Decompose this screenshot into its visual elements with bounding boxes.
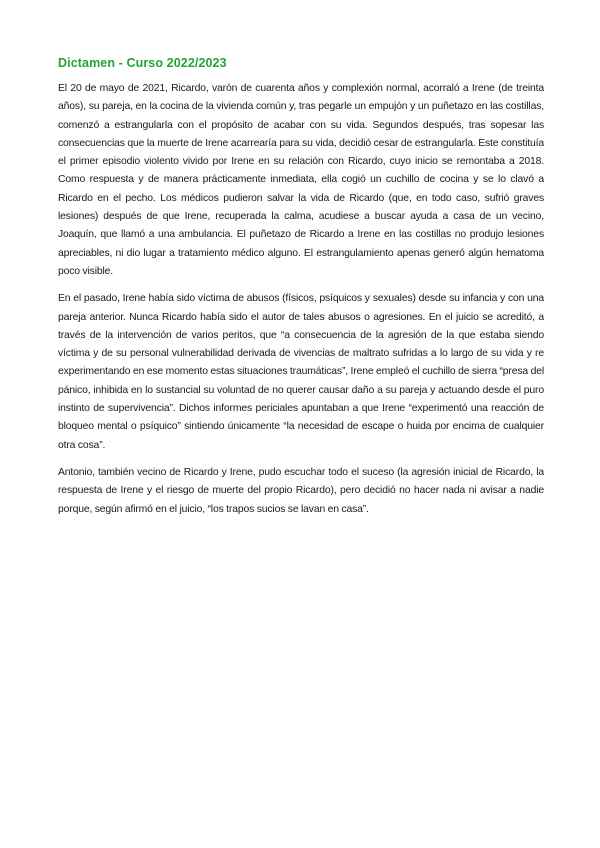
page-title: Dictamen - Curso 2022/2023 bbox=[58, 56, 227, 70]
paragraph-background: En el pasado, Irene había sido víctima de abusos (físicos, psíquicos y sexuales) desde su infancia y con una pareja anterior. Nunca Ricardo había sido el autor de tales abusos o agresiones. En el juicio se acreditó, a través de la intervención de varios peritos, que “a consecuencia de la agresión de la que estaba siendo víctima y de su personal vulnerabilidad derivada de vivencias de maltrato sufridas a lo largo de su vida y re experimentando en ese momento estas situaciones traumáticas”, Irene empleó el cuchillo de sierra “presa del pánico, inhibida en lo sustancial su voluntad de no querer causar daño a su pareja y actuando desde el puro instinto de supervivencia”. Dichos informes periciales apuntaban a que Irene “experimentó una reacción de bloqueo mental o psíquico” sintiendo únicamente “la necesidad de escape o huida por encima de cualquier otra cosa”. bbox=[58, 293, 544, 451]
paragraph-incident: El 20 de mayo de 2021, Ricardo, varón de cuarenta años y complexión normal, acorraló a Irene (de treinta años), su pareja, en la cocina de la vivienda común y, tras pegarle un empujón y un puñetazo en las costillas, comenzó a estrangularla con el propósito de acabar con su vida. Segundos después, tras sopesar las consecuencias que la muerte de Irene acarrearía para su vida, decidió cesar de estrangularla. Este constituía el primer episodio violento vivido por Irene en su relación con Ricardo, cuyo inicio se remontaba a 2018. Como respuesta y de manera prácticamente inmediata, ella cogió un cuchillo de cocina y se lo clavó a Ricardo en el pecho. Los médicos pudieron salvar la vida de Ricardo (que, en todo caso, sufrió graves lesiones) después de que Irene, recuperada la calma, acudiese a buscar ayuda a casa de un vecino, Joaquín, que llamó a una ambulancia. El puñetazo de Ricardo a Irene en las costillas no produjo lesiones apreciables, ni dio lugar a tratamiento médico alguno. El estrangulamiento apenas generó algún hematoma poco visible. bbox=[58, 83, 544, 277]
paragraph-witness: Antonio, también vecino de Ricardo y Irene, pudo escuchar todo el suceso (la agresión inicial de Ricardo, la respuesta de Irene y el riesgo de muerte del propio Ricardo), pero decidió no hacer nada ni avisar a nadie porque, según afirmó en el juicio, “los trapos sucios se lavan en casa”. bbox=[58, 466, 544, 515]
document-page bbox=[58, 56, 544, 528]
